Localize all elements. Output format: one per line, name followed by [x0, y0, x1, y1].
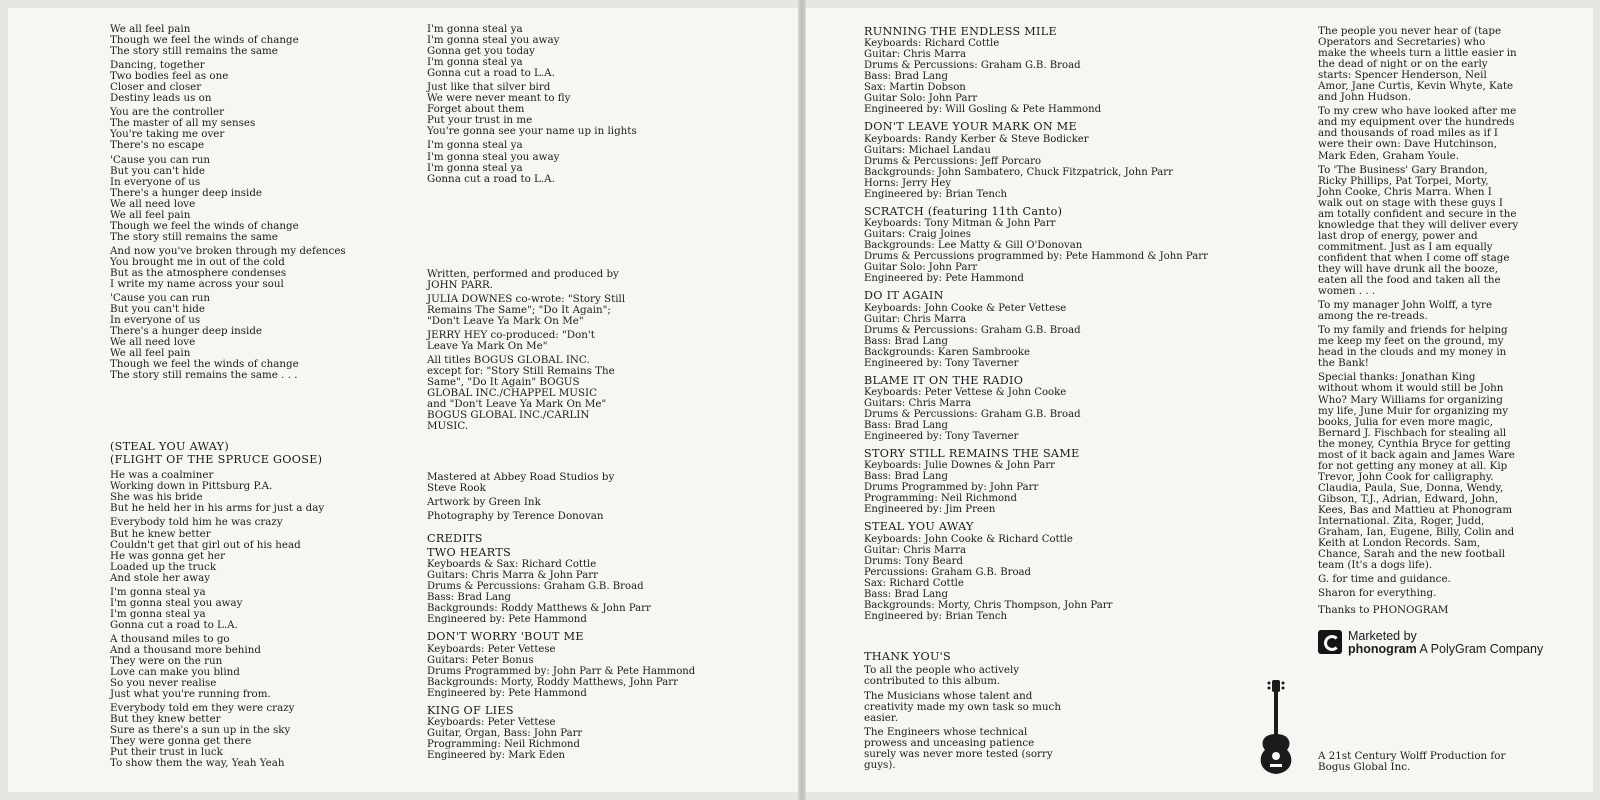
song-title: (STEAL YOU AWAY) (FLIGHT OF THE SPRUCE GOOSE)	[110, 440, 323, 466]
track-title: BLAME IT ON THE RADIO	[864, 373, 1024, 387]
polygram-label: A PolyGram Company	[1419, 642, 1544, 656]
publishing-credit: All titles BOGUS GLOBAL INC. except for: "Story Still Remains The Same", "Do It Again" BOGUS GLOBAL INC./CHAPPEL MUSIC and "Don't Leave Ya Mark On Me" BOGUS GLOBAL INC./CARLIN MUSIC.	[427, 353, 615, 433]
lyric-verse: I'm gonna steal ya I'm gonna steal you away Gonna get you today I'm gonna steal ya Gonna cut a road to L.A.	[427, 23, 560, 80]
track-title: DON'T LEAVE YOUR MARK ON ME	[864, 120, 1078, 134]
thanks-paragraph: Special thanks: Jonathan King without whom it would still be John Who? Mary Williams for organizing my life, June Muir for organizing my books, Julia for even more magic, Bernard J. Fischbach for stealing all the money, Cynthia Bryce for getting most of it back again and James Ware for not getting any money at all. Kip Trevor, John Cook for calligraphy. Claudia, Paula, Sue, Donna, Wendy, Gibson, T.J., Adrian, Edward, John, Kees, Bas and Mattieu at Phonogram International. Zita, Roger, Judd, Graham, Ian, Eugene, Billy, Colin and Keith at London Records. Sam, Chance, Sarah and the new football team (It's a dogs life).	[1318, 371, 1515, 572]
thanks-paragraph: Sharon for everything.	[1318, 587, 1437, 600]
track-credits: Keyboards: John Cooke & Peter Vettese Guitar: Chris Marra Drums & Percussions: Graham G.B. Broad Bass: Brad Lang Backgrounds: Karen Sambrooke Engineered by: Tony Taverner	[864, 302, 1081, 369]
track-title: DON'T WORRY 'BOUT ME	[427, 630, 584, 644]
thanks-paragraph: To all the people who actively contributed to this album.	[864, 664, 1020, 688]
credits-heading: CREDITS	[427, 531, 483, 545]
lyric-verse: We all feel pain Though we feel the winds of change The story still remains the same	[110, 23, 299, 58]
lyric-verse: Everybody told him he was crazy But he knew better Couldn't get that girl out of his head He was gonna get her Loaded up the truck And stole her away	[110, 516, 301, 584]
lyrics-credits-column-2	[427, 24, 757, 761]
thanks-column-4	[1318, 26, 1548, 619]
thanks-paragraph: The Musicians whose talent and creativity made my own task so much easier.	[864, 689, 1061, 724]
track-title: TWO HEARTS	[427, 545, 512, 559]
track-credits: Keyboards: Peter Vettese Guitar, Organ, Bass: John Parr Programming: Neil Richmond Engineered by: Mark Eden	[427, 717, 583, 762]
marketed-by-label: Marketed by	[1348, 629, 1417, 643]
lyric-verse: I'm gonna steal ya I'm gonna steal you away I'm gonna steal ya Gonna cut a road to L.A.	[110, 585, 243, 631]
lyric-verse: You are the controller The master of all my senses You're taking me over There's no escape	[110, 106, 256, 152]
production-credit: A 21st Century Wolff Production for Bogus Global Inc.	[1318, 750, 1506, 774]
lyric-verse: And now you've broken through my defences You brought me in out of the cold But as the atmosphere condenses I write my name across your soul	[110, 244, 346, 291]
track-credits: Keyboards: Peter Vettese Guitars: Peter Bonus Drums Programmed by: John Parr & Pete Hammond Backgrounds: Morty, Roddy Matthews, John Parr Engineered by: Pete Hammond	[427, 643, 696, 699]
track-title: STORY STILL REMAINS THE SAME	[864, 447, 1080, 461]
writer-credit: Written, performed and produced by JOHN PARR.	[427, 267, 619, 291]
lyric-verse: Just like that silver bird We were never meant to fly Forget about them Put your trust in me You're gonna see your name up in lights	[427, 81, 637, 138]
lyric-verse: I'm gonna steal ya I'm gonna steal you away I'm gonna steal ya Gonna cut a road to L.A.	[427, 139, 560, 185]
track-credits: Keyboards: Peter Vettese & John Cooke Guitars: Chris Marra Drums & Percussions: Graham G.B. Broad Bass: Brad Lang Engineered by: Tony Taverner	[864, 387, 1081, 443]
track-title: RUNNING THE ENDLESS MILE	[864, 25, 1057, 38]
phonogram-marketing-block	[1318, 630, 1543, 656]
artwork-credit: Artwork by Green Ink	[427, 496, 541, 509]
thank-yous-block	[864, 651, 1104, 774]
lyric-verse: 'Cause you can run But you can't hide In everyone of us There's a hunger deep inside We all need love We all feel pain Though we feel the winds of change The story still remains the same . . .	[110, 292, 299, 382]
booklet-spine	[798, 0, 806, 800]
thank-yous-heading: THANK YOU'S	[864, 650, 952, 663]
thanks-paragraph: To my family and friends for helping me keep my feet on the ground, my head in the clouds and my money in the Bank!	[1318, 324, 1508, 370]
track-credits: Keyboards: John Cooke & Richard Cottle Guitar: Chris Marra Drums: Tony Beard Percussions: Graham G.B. Broad Sax: Richard Cottle Bass: Brad Lang Backgrounds: Morty, Chris Thompson, John Parr Engineered by: Brian Tench	[864, 533, 1113, 622]
thanks-paragraph: G. for time and guidance.	[1318, 573, 1451, 586]
lyric-verse: Everybody told em they were crazy But they knew better Sure as there's a sun up in the sky They were gonna get there Put their trust in luck To show them the way, Yeah Yeah	[110, 702, 295, 770]
thanks-paragraph: The Engineers whose technical prowess and unceasing patience surely was never more tested (sorry guys).	[864, 725, 1053, 771]
lyric-verse: 'Cause you can run But you can't hide In everyone of us There's a hunger deep inside We all need love We all feel pain Though we feel the winds of change The story still remains the same	[110, 153, 299, 243]
guitar-illustration-icon	[1252, 678, 1300, 778]
credits-column-3	[864, 26, 1264, 622]
track-title: KING OF LIES	[427, 703, 514, 717]
track-title: DO IT AGAIN	[864, 289, 944, 303]
thanks-paragraph: To my crew who have looked after me and my equipment over the hundreds and thousands of road miles as if I were their own: Dave Hutchinson, Mark Eden, Graham Youle.	[1318, 105, 1517, 162]
coproducer-credit: JERRY HEY co-produced: "Don't Leave Ya Mark On Me"	[427, 328, 595, 352]
lyric-verse: A thousand miles to go And a thousand more behind They were on the run Love can make you blind So you never realise Just what you're running from.	[110, 632, 271, 701]
track-credits: Keyboards: Tony Mitman & John Parr Guitars: Craig Joines Backgrounds: Lee Matty & Gill O'Donovan Drums & Percussions programmed by: Pete Hammond & John Parr Guitar Solo: John Parr Engineered by: Pete Hammond	[864, 218, 1208, 285]
cowriter-credit: JULIA DOWNES co-wrote: "Story Still Remains The Same"; "Do It Again"; "Don't Leave Ya Mark On Me"	[427, 292, 626, 327]
thanks-paragraph: Thanks to PHONOGRAM	[1318, 604, 1449, 617]
track-credits: Keyboards: Julie Downes & John Parr Bass: Brad Lang Drums Programmed by: John Parr Programming: Neil Richmond Engineered by: Jim Preen	[864, 460, 1055, 516]
thanks-paragraph: To 'The Business' Gary Brandon, Ricky Phillips, Pat Torpei, Morty, John Cooke, Chris Marra. When I walk out on stage with these guys I am totally confident and secure in the knowledge that they will deliver every last drop of energy, power and commitment. Just as I am equally confident that when I come off stage they will have drunk all the booze, eaten all the food and taken all the women . . .	[1318, 163, 1519, 298]
track-credits: Keyboards: Randy Kerber & Steve Bodicker Guitars: Michael Landau Drums & Percussions: Jeff Porcaro Backgrounds: John Sambatero, Chuck Fitzpatrick, John Parr Horns: Jerry Hey Engineered by: Brian Tench	[864, 133, 1173, 200]
phonogram-logo-icon	[1318, 630, 1342, 654]
lyrics-column-1	[110, 24, 410, 772]
photography-credit: Photography by Terence Donovan	[427, 510, 604, 523]
track-title: STEAL YOU AWAY	[864, 520, 974, 534]
lyric-verse: He was a coalminer Working down in Pittsburg P.A. She was his bride But he held her in his arms for just a day	[110, 469, 325, 515]
lyric-verse: Dancing, together Two bodies feel as one Closer and closer Destiny leads us on	[110, 59, 229, 105]
thanks-paragraph: The people you never hear of (tape Operators and Secretaries) who make the wheels turn a little easier in the dead of night or on the early starts: Spencer Henderson, Neil Amor, Jane Curtis, Kevin Whyte, Kate and John Hudson.	[1318, 25, 1517, 104]
thanks-paragraph: To my manager John Wolff, a tyre among the re-treads.	[1318, 299, 1493, 323]
track-title: SCRATCH (featuring 11th Canto)	[864, 204, 1063, 218]
track-credits: Keyboards: Richard Cottle Guitar: Chris Marra Drums & Percussions: Graham G.B. Broad Bass: Brad Lang Sax: Martin Dobson Guitar Solo: John Parr Engineered by: Will Gosling & Pete Hammond	[864, 38, 1102, 116]
track-credits: Keyboards & Sax: Richard Cottle Guitars: Chris Marra & John Parr Drums & Percussions: Graham G.B. Broad Bass: Brad Lang Backgrounds: Roddy Matthews & John Parr Engineered by: Pete Hammond	[427, 559, 651, 626]
phonogram-wordmark: phonogram	[1348, 642, 1417, 656]
mastering-credit: Mastered at Abbey Road Studios by Steve Rook	[427, 471, 615, 495]
production-credit-block	[1318, 751, 1548, 776]
